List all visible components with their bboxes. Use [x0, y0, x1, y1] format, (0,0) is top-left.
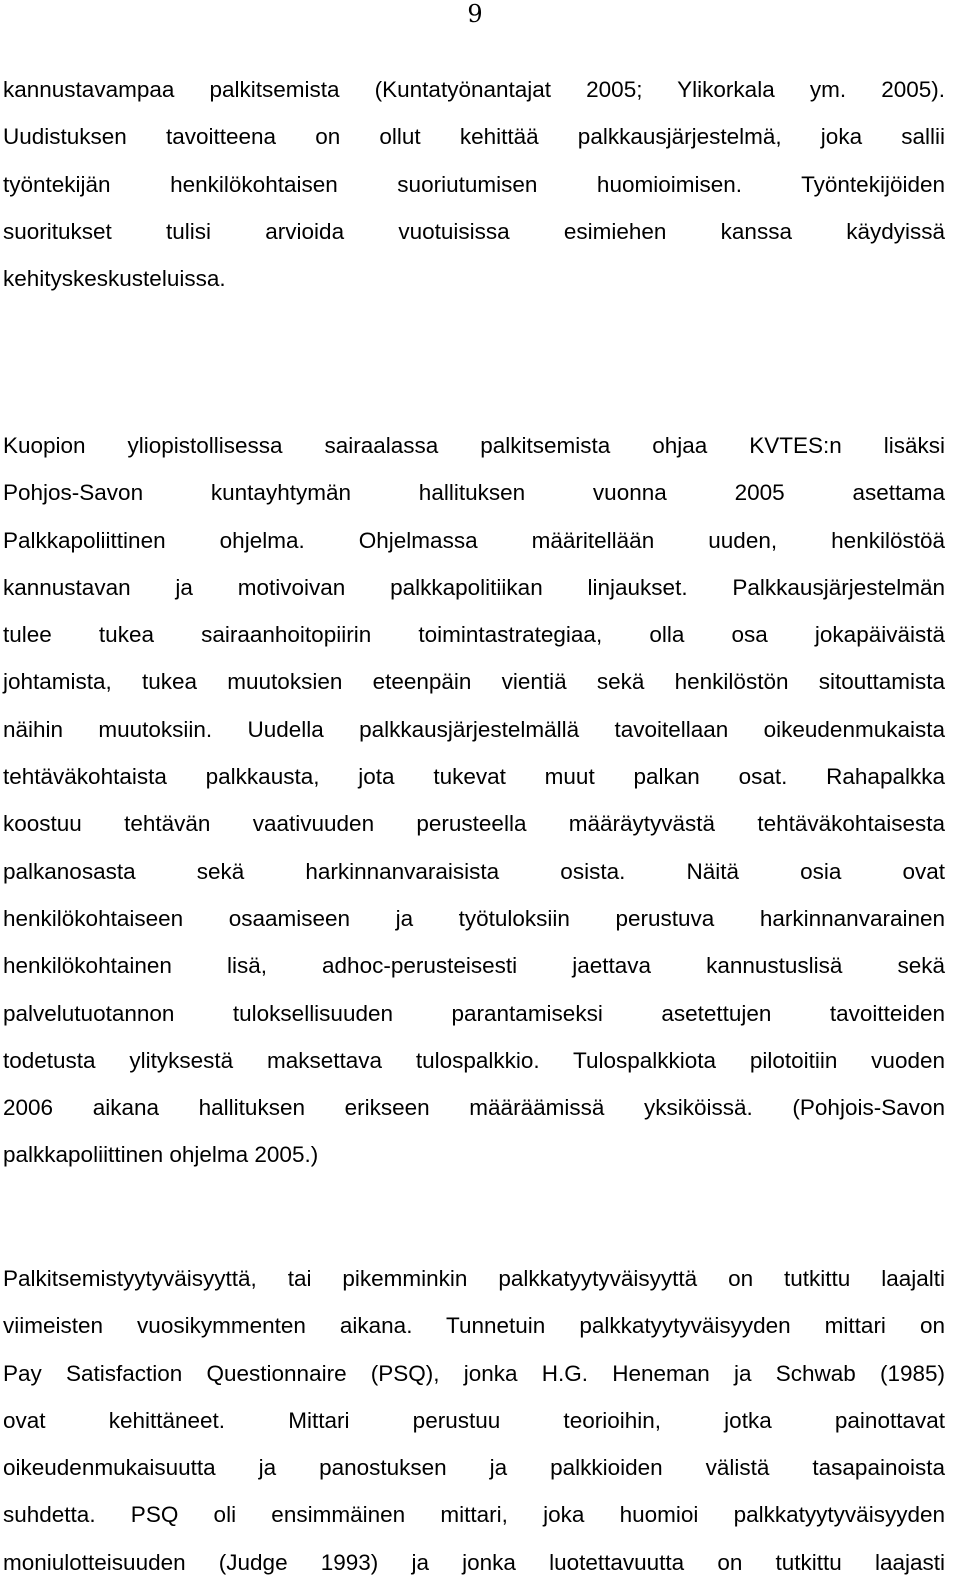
text-line: tehtäväkohtaista palkkausta, jota tukevat muut palkan osat. Rahapalkka [3, 764, 945, 790]
page-number: 9 [467, 0, 483, 28]
text-line: kehityskeskusteluissa. [3, 266, 226, 292]
text-line: suoritukset tulisi arvioida vuotuisissa esimiehen kanssa käydyissä [3, 218, 945, 244]
text-line: johtamista, tukea muutoksien eteenpäin vientiä sekä henkilöstön sitouttamista [3, 669, 945, 695]
text-line: henkilökohtainen lisä, adhoc-perusteisesti jaettava kannustuslisä sekä [3, 953, 945, 979]
text-line: työntekijän henkilökohtaisen suoriutumisen huomioimisen. Työntekijöiden [3, 171, 945, 197]
paragraph-3 [3, 1255, 945, 1586]
text-line: Pay Satisfaction Questionnaire (PSQ), jonka H.G. Heneman ja Schwab (1985) [3, 1360, 945, 1386]
text-line: tulee tukea sairaanhoitopiirin toimintastrategiaa, olla osa jokapäiväistä [3, 622, 945, 648]
text-line: palkkapoliittinen ohjelma 2005.) [3, 1142, 319, 1168]
text-line: 2006 aikana hallituksen erikseen määräämissä yksiköissä. (Pohjois-Savon [3, 1095, 945, 1121]
text-line: palvelutuotannon tuloksellisuuden parantamiseksi asetettujen tavoitteiden [3, 1000, 945, 1026]
text-line: kannustavan ja motivoivan palkkapolitiikan linjaukset. Palkkausjärjestelmän [3, 574, 945, 600]
text-line: viimeisten vuosikymmenten aikana. Tunnetuin palkkatyytyväisyyden mittari on [3, 1313, 945, 1339]
text-line: kannustavampaa palkitsemista (Kuntatyönantajat 2005; Ylikorkala ym. 2005). [3, 77, 945, 102]
text-line: todetusta ylityksestä maksettava tulospalkkio. Tulospalkkiota pilotoitiin vuoden [3, 1047, 945, 1073]
text-line: henkilökohtaiseen osaamiseen ja työtuloksiin perustuva harkinnanvarainen [3, 905, 945, 931]
text-line: koostuu tehtävän vaativuuden perusteella määräytyvästä tehtäväkohtaisesta [3, 811, 945, 837]
text-line: näihin muutoksiin. Uudella palkkausjärjestelmällä tavoitellaan oikeudenmukaista [3, 716, 945, 742]
text-line: ovat kehittäneet. Mittari perustuu teorioihin, jotka painottavat [3, 1407, 945, 1433]
text-line: palkanosasta sekä harkinnanvaraisista osista. Näitä osia ovat [3, 858, 945, 884]
text-line: suhdetta. PSQ oli ensimmäinen mittari, joka huomioi palkkatyytyväisyyden [3, 1502, 945, 1528]
text-line: Uudistuksen tavoitteena on ollut kehittää palkkausjärjestelmä, joka sallii [3, 124, 945, 150]
text-line: Kuopion yliopistollisessa sairaalassa palkitsemista ohjaa KVTES:n lisäksi [3, 433, 945, 458]
paragraph-1 [3, 66, 945, 302]
text-line: oikeudenmukaisuutta ja panostuksen ja palkkioiden välistä tasapainoista [3, 1455, 945, 1481]
text-line: Palkitsemistyytyväisyyttä, tai pikemminkin palkkatyytyväisyyttä on tutkittu laajalti [3, 1266, 945, 1291]
text-line: moniulotteisuuden (Judge 1993) ja jonka luotettavuutta on tutkittu laajasti [3, 1549, 945, 1575]
text-line: Palkkapoliittinen ohjelma. Ohjelmassa määritellään uuden, henkilöstöä [3, 527, 945, 553]
text-line: Pohjos-Savon kuntayhtymän hallituksen vuonna 2005 asettama [3, 480, 945, 506]
paragraph-2 [3, 422, 945, 1179]
